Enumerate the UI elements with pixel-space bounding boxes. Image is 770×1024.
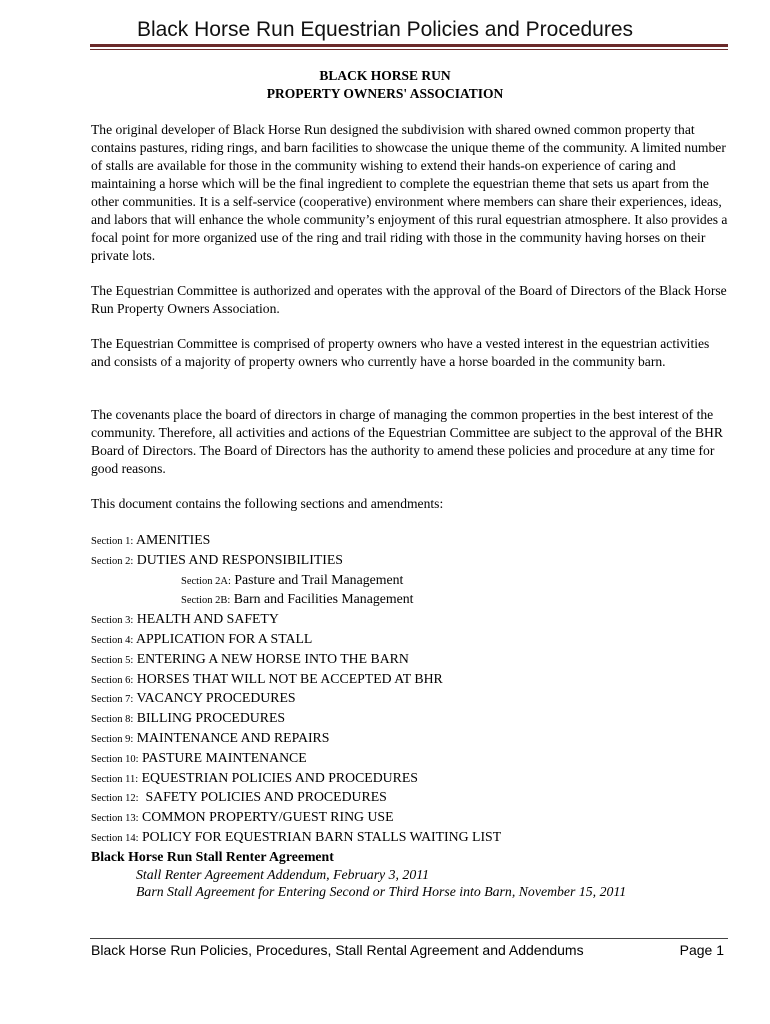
toc-item xyxy=(91,749,731,769)
toc-item xyxy=(91,788,731,808)
paragraph-intro: The original developer of Black Horse Run designed the subdivision with shared owned common property that contains pastures, riding rings, and barn facilities to showcase the unique theme of the community. A limited number of stalls are available for those in the community wishing to extend their hands-on experience of caring and maintaining a horse which will be the final ingredient to complete the equestrian theme that sets us apart from the other communities. It is a self-service (cooperative) environment where members can share their experiences, ideas, and labors that will enhance the whole community’s enjoyment of this rural equestrian atmosphere. It also provides a focal point for more organized use of the ring and trail riding with those in the community having horses on their private lots. xyxy=(91,122,728,263)
paragraph-committee-authority: The Equestrian Committee is authorized and operates with the approval of the Board of Directors of the Black Horse Run Property Owners Association. xyxy=(91,283,727,316)
toc-item xyxy=(91,729,731,749)
toc-section-title: SAFETY POLICIES AND PROCEDURES xyxy=(138,789,387,805)
toc-section-label: Section 8: xyxy=(91,714,134,726)
toc-section-title: COMMON PROPERTY/GUEST RING USE xyxy=(138,809,394,825)
toc-section-title: HEALTH AND SAFETY xyxy=(133,611,279,627)
toc-agreement-heading: Black Horse Run Stall Renter Agreement xyxy=(91,848,334,864)
toc-item xyxy=(91,828,731,848)
toc-section-title: ENTERING A NEW HORSE INTO THE BARN xyxy=(133,650,409,666)
toc-item xyxy=(91,709,731,729)
toc-item xyxy=(91,689,731,709)
toc-section-title: PASTURE MAINTENANCE xyxy=(138,749,307,765)
page-header-title: Black Horse Run Equestrian Policies and Procedures xyxy=(136,18,634,41)
toc-section-title: Pasture and Trail Management xyxy=(230,571,404,587)
toc-item xyxy=(91,808,731,828)
toc-addendum-item: Barn Stall Agreement for Entering Second or Third Horse into Barn, November 15, 2011 xyxy=(136,884,627,900)
toc-section-label: Section 3: xyxy=(91,615,134,627)
paragraph-contents-intro: This document contains the following sections and amendments: xyxy=(91,496,444,511)
toc-item xyxy=(91,551,731,571)
toc-section-title: MAINTENANCE AND REPAIRS xyxy=(133,729,330,745)
toc-section-title: BILLING PROCEDURES xyxy=(133,710,286,726)
toc-section-label: Section 12: xyxy=(91,793,139,805)
toc-section-title: Barn and Facilities Management xyxy=(230,591,414,607)
paragraph-covenants: The covenants place the board of directors in charge of managing the common properties in the best interest of the community. Therefore, all activities and actions of the Equestrian Committee are subject to the approval of the BHR Board of Directors. The Board of Directors has the authority to amend these policies and procedure at any time for good reasons. xyxy=(91,407,723,476)
toc-item xyxy=(91,769,731,789)
toc-item xyxy=(91,670,731,690)
toc-section-label: Section 4: xyxy=(91,634,134,646)
paragraph-committee-composition: The Equestrian Committee is comprised of property owners who have a vested interest in the equestrian activities and consists of a majority of property owners who currently have a horse boarded in the community barn. xyxy=(91,336,710,369)
toc-section-title: EQUESTRIAN POLICIES AND PROCEDURES xyxy=(138,769,418,785)
toc-section-label: Section 14: xyxy=(91,832,139,844)
toc-item xyxy=(91,630,731,650)
toc-item xyxy=(91,650,731,670)
toc-section-title: HORSES THAT WILL NOT BE ACCEPTED AT BHR xyxy=(133,670,443,686)
toc-section-title: AMENITIES xyxy=(133,532,211,547)
toc-section-title: DUTIES AND RESPONSIBILITIES xyxy=(133,551,343,567)
toc-section-label: Section 13: xyxy=(91,813,139,825)
toc-section-title: VACANCY PROCEDURES xyxy=(133,690,296,706)
toc-section-label: Section 6: xyxy=(91,674,134,686)
org-subtitle: PROPERTY OWNERS' ASSOCIATION xyxy=(266,86,504,101)
toc-section-label: Section 1: xyxy=(91,536,134,547)
toc-section-label: Section 11: xyxy=(91,773,139,785)
header-rule-thin xyxy=(90,49,728,50)
toc-section-label: Section 2B: xyxy=(181,595,231,607)
toc-addendum-item: Stall Renter Agreement Addendum, February 3, 2011 xyxy=(136,866,430,882)
toc-section-label: Section 5: xyxy=(91,654,134,666)
footer-title: Black Horse Run Policies, Procedures, Stall Rental Agreement and Addendums xyxy=(91,942,584,958)
toc-section-label: Section 7: xyxy=(91,694,134,706)
toc-section-label: Section 2: xyxy=(91,555,134,567)
toc-subitem xyxy=(91,590,731,610)
toc-item xyxy=(91,531,731,551)
toc-section-title: POLICY FOR EQUESTRIAN BARN STALLS WAITING LIST xyxy=(138,828,502,844)
toc-section-label: Section 10: xyxy=(91,753,139,765)
footer-rule xyxy=(90,938,728,939)
org-name: BLACK HORSE RUN xyxy=(319,68,451,83)
page-number: Page 1 xyxy=(679,942,724,958)
toc-section-label: Section 2A: xyxy=(181,575,231,587)
toc-section-label: Section 9: xyxy=(91,733,134,745)
header-rule-thick xyxy=(90,44,728,47)
toc-item xyxy=(91,610,731,630)
toc-subitem xyxy=(91,571,731,591)
table-of-contents xyxy=(91,531,731,901)
toc-section-title: APPLICATION FOR A STALL xyxy=(133,630,313,646)
